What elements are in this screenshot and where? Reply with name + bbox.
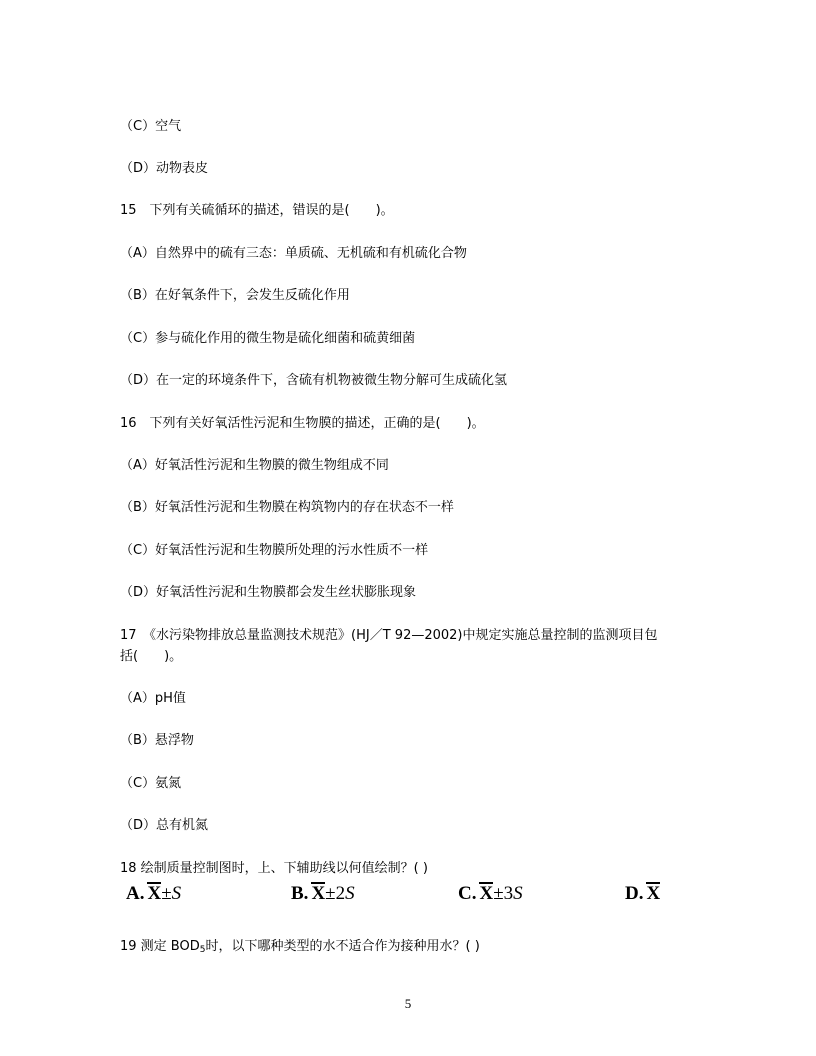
option-17c: （C）氨氮: [120, 776, 182, 791]
question-16: 16 下列有关好氧活性污泥和生物膜的描述，正确的是( )。: [120, 416, 485, 431]
mean-symbol: X: [147, 883, 162, 904]
mean-symbol: X: [311, 883, 326, 904]
option-16d: （D）好氧活性污泥和生物膜都会发生丝状膨胀现象: [120, 585, 417, 600]
question-19-text: 时，以下哪种类型的水不适合作为接种用水？( ): [205, 939, 480, 954]
std-symbol: S: [345, 883, 355, 904]
option-16b: （B）好氧活性污泥和生物膜在构筑物内的存在状态不一样: [120, 500, 454, 515]
mean-symbol: X: [646, 883, 661, 904]
option-16c: （C）好氧活性污泥和生物膜所处理的污水性质不一样: [120, 543, 429, 558]
question-15: 15 下列有关硫循环的描述，错误的是( )。: [120, 203, 394, 218]
option-17d: （D）总有机氮: [120, 818, 209, 833]
option-letter: A.: [126, 883, 145, 904]
option-letter: D.: [625, 883, 644, 904]
option-letter: B.: [291, 883, 309, 904]
question-17-line2: 括( )。: [120, 649, 183, 664]
option-14d: （D）动物表皮: [120, 161, 209, 176]
question-17-line1: 17 《水污染物排放总量监测技术规范》(HJ／T 92—2002)中规定实施总量控制的监测项目包: [120, 628, 658, 643]
option-14c: （C）空气: [120, 119, 182, 134]
x-bar-symbol: [646, 883, 660, 905]
plus-minus: ±: [161, 883, 172, 904]
option-15a: （A）自然界中的硫有三态：单质硫、无机硫和有机硫化合物: [120, 246, 467, 261]
option-18d: [625, 883, 660, 905]
option-15d: （D）在一定的环境条件下，含硫有机物被微生物分解可生成硫化氢: [120, 373, 508, 388]
page-number: 5: [404, 996, 412, 1011]
question-18: 18 绘制质量控制图时，上、下辅助线以何值绘制？( ): [120, 861, 428, 876]
option-18a: [126, 883, 181, 905]
question-19-prefix: 19 测定 BOD: [120, 939, 200, 954]
option-18b: [291, 883, 355, 905]
option-16a: （A）好氧活性污泥和生物膜的微生物组成不同: [120, 458, 389, 473]
mean-symbol: X: [479, 883, 494, 904]
x-bar-symbol: [147, 883, 161, 905]
std-symbol: S: [513, 883, 523, 904]
x-bar-symbol: [311, 883, 325, 905]
option-15c: （C）参与硫化作用的微生物是硫化细菌和硫黄细菌: [120, 331, 416, 346]
plus-minus: ±2: [325, 883, 346, 904]
std-symbol: S: [171, 883, 182, 904]
plus-minus: ±3: [493, 883, 514, 904]
question-19: [120, 939, 480, 958]
option-letter: C.: [458, 883, 477, 904]
option-15b: （B）在好氧条件下，会发生反硫化作用: [120, 288, 350, 303]
option-17b: （B）悬浮物: [120, 733, 194, 748]
option-18c: [458, 883, 523, 905]
x-bar-symbol: [479, 883, 493, 905]
option-17a: （A）pH值: [120, 691, 186, 706]
question-18-options: [120, 883, 680, 909]
bod-subscript: 5: [199, 945, 206, 955]
